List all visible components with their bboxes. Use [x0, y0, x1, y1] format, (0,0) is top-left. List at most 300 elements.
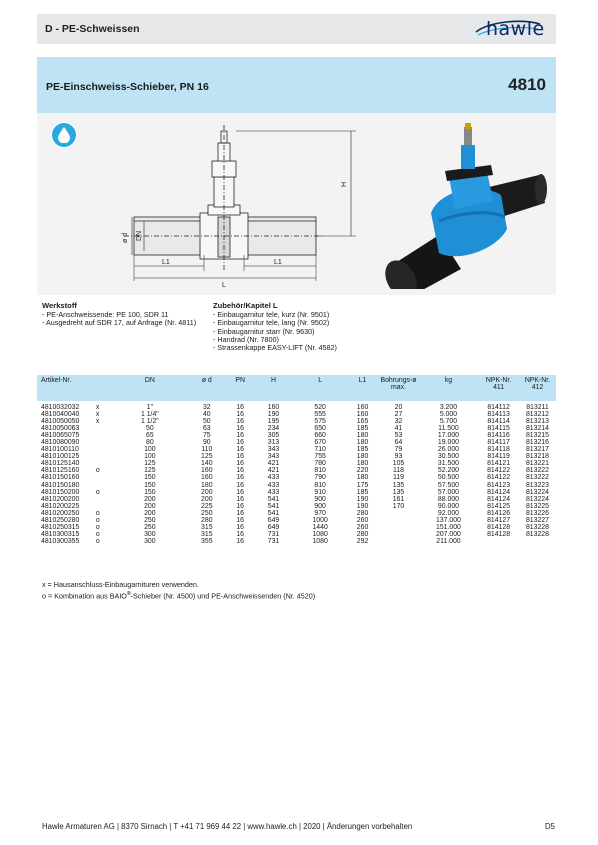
cell-l1: 180: [356, 453, 369, 461]
cell-pn: 16: [236, 495, 244, 503]
cell-h: 433: [267, 488, 280, 496]
cell-b: 135: [392, 488, 405, 496]
cell-kg: 17.000: [437, 432, 459, 440]
cell-l: 1080: [312, 530, 328, 538]
cell-b: 20: [394, 404, 403, 411]
col-header-npk412-2: 412: [531, 384, 544, 392]
cell-art: 4810150200: [41, 488, 80, 496]
cell-mark: [96, 482, 113, 489]
cell-b: 64: [394, 439, 403, 447]
cell-l: 810: [314, 481, 326, 489]
cell-d: 160: [201, 474, 213, 482]
cell-dn: 1 1/2": [140, 418, 159, 426]
water-drop-icon: [50, 121, 78, 149]
cell-l: 555: [314, 411, 326, 419]
cell-art: 4810150180: [41, 481, 80, 489]
cell-h: 433: [267, 481, 280, 489]
cell-mark: o: [95, 488, 100, 496]
cell-d: 250: [201, 509, 213, 517]
dim-label-l: L: [222, 282, 226, 289]
cell-art: 4810050063: [41, 425, 80, 433]
cell-n412: 813228: [525, 523, 549, 531]
note-x: x = Hausanschluss-Einbaugarnituren verwenden.: [42, 580, 199, 589]
cell-mark: o: [95, 516, 100, 524]
cell-n412: 813215: [525, 432, 549, 440]
table-row: [37, 496, 556, 503]
cell-h: 190: [267, 411, 280, 419]
cell-pn: 16: [236, 411, 244, 419]
cell-h: 649: [267, 516, 280, 524]
cell-n411: 814115: [487, 425, 510, 433]
cell-b: [378, 531, 418, 538]
cell-n412: 813222: [525, 467, 549, 475]
cell-n411: 814127: [487, 516, 511, 524]
cell-art: 4810200250: [41, 509, 80, 517]
cell-pn: 16: [236, 467, 244, 475]
cell-b: 105: [392, 460, 405, 468]
page-number: D5: [545, 822, 555, 831]
cell-b: 93: [394, 453, 403, 461]
cell-l1: 180: [356, 460, 369, 468]
cell-art: 4810100125: [41, 453, 80, 461]
werkstoff-section: [42, 302, 196, 328]
note-o-reg: ®: [126, 590, 131, 597]
cell-art: 4810100110: [41, 446, 79, 454]
cell-mark: [96, 439, 113, 446]
cell-d: 355: [201, 537, 213, 545]
table-row: [37, 418, 556, 425]
cell-l1: 280: [356, 530, 369, 538]
cell-n411: 814122: [487, 467, 511, 475]
cell-n411: 814122: [487, 474, 511, 482]
cell-l: 710: [314, 446, 326, 454]
cell-d: 225: [201, 502, 213, 510]
section-header-bar: [37, 14, 556, 44]
cell-l1: 190: [356, 495, 369, 503]
werkstoff-item: - PE-Anschweissende: PE 100, SDR 11: [42, 311, 196, 319]
cell-l: 790: [314, 474, 326, 482]
cell-d: 63: [202, 425, 211, 433]
cell-n411: 814124: [487, 495, 511, 503]
cell-dn: 250: [144, 516, 156, 524]
dim-label-l1-right: L1: [274, 259, 282, 266]
cell-n412: 813216: [525, 439, 549, 447]
cell-h: 541: [267, 495, 280, 503]
cell-art: 4810125160: [41, 467, 80, 475]
dim-label-l1-left: L1: [162, 259, 170, 266]
cell-pn: 16: [236, 481, 244, 489]
cell-n412: 813221: [525, 460, 549, 468]
cell-l1: 160: [356, 404, 369, 411]
cell-kg: 57.500: [437, 481, 459, 489]
cell-kg: 211.000: [436, 537, 461, 545]
cell-dn: 300: [144, 537, 156, 545]
cell-art: 4810080090: [41, 439, 80, 447]
cell-kg: 50.500: [437, 474, 459, 482]
zubehoer-heading: Zubehör/Kapitel L: [213, 301, 278, 310]
cell-n411: 814113: [487, 411, 510, 419]
cell-mark: [96, 446, 113, 453]
cell-pn: 16: [236, 404, 244, 411]
cell-l: 755: [314, 453, 326, 461]
table-row: [37, 517, 556, 524]
cell-art: 4810250280: [41, 516, 80, 524]
cell-b: 41: [394, 425, 403, 433]
note-o-post: -Schieber (Nr. 4500) und PE-Anschweissenden (Nr. 4520): [130, 591, 316, 601]
dim-label-od: ø d: [122, 232, 129, 243]
col-header-npk412-1: NPK-Nr.: [524, 377, 551, 384]
cell-d: 50: [202, 418, 211, 426]
cell-n411: 814128: [487, 523, 511, 531]
cell-mark: x: [95, 404, 100, 411]
col-header-dn: DN: [113, 375, 187, 401]
table-row: [37, 482, 556, 489]
werkstoff-heading: Werkstoff: [42, 301, 77, 310]
cell-kg: 92.000: [437, 509, 459, 517]
dim-label-dn: DN: [136, 230, 143, 241]
cell-l1: 190: [356, 502, 369, 510]
cell-d: 75: [202, 432, 211, 440]
cell-art: 4810032032: [41, 404, 80, 411]
cell-dn: 150: [144, 488, 156, 496]
cell-dn: 1": [146, 404, 153, 411]
cell-b: 118: [393, 467, 404, 475]
cell-h: 305: [267, 432, 280, 440]
cell-kg: 57.000: [437, 488, 459, 496]
col-header-mark: [96, 375, 113, 401]
cell-kg: 30.500: [437, 453, 459, 461]
cell-dn: 200: [144, 502, 156, 510]
cell-art: 4810125140: [41, 460, 80, 468]
cell-kg: 137.000: [435, 516, 461, 524]
cell-mark: [96, 432, 113, 439]
cell-n411: 814121: [487, 460, 511, 468]
product-title: PE-Einschweiss-Schieber, PN 16: [46, 81, 209, 93]
col-header-npk412: [519, 375, 556, 401]
cell-kg: 5.000: [439, 411, 458, 419]
cell-l1: 180: [356, 474, 369, 482]
cell-pn: 16: [236, 537, 244, 545]
cell-mark: o: [95, 530, 100, 538]
cell-h: 649: [267, 523, 280, 531]
cell-l1: 260: [356, 523, 369, 531]
cell-n411: 814116: [487, 432, 510, 440]
cell-b: [378, 538, 418, 545]
hawle-logo: [472, 17, 544, 41]
cell-pn: 16: [236, 523, 244, 531]
table-row: [37, 489, 556, 496]
cell-dn: 1 1/4": [140, 411, 159, 419]
cell-h: 541: [267, 509, 280, 517]
cell-mark: [96, 460, 113, 467]
col-header-bohrung: [378, 375, 418, 401]
col-header-h: H: [254, 375, 294, 401]
cell-l1: 292: [356, 537, 369, 545]
cell-l1: 185: [356, 425, 369, 433]
col-header-npk411-1: NPK-Nr.: [485, 377, 512, 384]
cell-art: 4810065075: [41, 432, 80, 440]
cell-dn: 150: [144, 481, 156, 489]
cell-d: 110: [201, 446, 213, 454]
cell-mark: x: [95, 418, 100, 426]
cell-art: 4810300355: [41, 537, 80, 545]
cell-pn: 16: [236, 488, 244, 496]
cell-kg: 151.000: [435, 523, 461, 531]
zubehoer-item: - Einbaugarnitur tele, lang (Nr. 9502): [213, 319, 337, 327]
cell-l1: 180: [356, 439, 369, 447]
cell-dn: 200: [144, 495, 156, 503]
cell-mark: [96, 474, 113, 481]
spec-table: [37, 375, 556, 545]
cell-l: 650: [314, 425, 326, 433]
cell-kg: 3.200: [439, 404, 458, 411]
zubehoer-item: - Strassenkappe EASY-LIFT (Nr. 4582): [213, 344, 337, 352]
cell-pn: 16: [236, 509, 244, 517]
cell-n412: 813226: [525, 509, 549, 517]
cell-n412: 813227: [525, 516, 549, 524]
cell-d: 125: [201, 453, 213, 461]
cell-kg: 26.000: [437, 446, 459, 454]
cell-n412: 813218: [525, 453, 549, 461]
cell-l: 810: [314, 467, 326, 475]
cell-kg: 31.500: [437, 460, 459, 468]
table-row: [37, 538, 556, 545]
product-title-band: [37, 57, 556, 113]
cell-h: 234: [267, 425, 280, 433]
cell-pn: 16: [236, 474, 244, 482]
cell-dn: 125: [144, 460, 156, 468]
cell-pn: 16: [236, 460, 244, 468]
dim-label-h: H: [341, 181, 348, 187]
cell-n412: 813224: [525, 488, 549, 496]
cell-n412: 813228: [525, 530, 549, 538]
cell-l: 910: [314, 488, 326, 496]
cell-l: 970: [314, 509, 326, 517]
cell-l: 1080: [312, 537, 328, 545]
table-row: [37, 425, 556, 432]
cell-l1: 160: [356, 411, 369, 419]
cell-l: 1440: [312, 523, 328, 531]
cell-h: 421: [267, 467, 280, 475]
cell-dn: 150: [144, 474, 156, 482]
cell-l: 780: [314, 460, 326, 468]
cell-b: 119: [393, 474, 404, 482]
cell-n412: 813214: [525, 425, 549, 433]
col-header-l: L: [294, 375, 347, 401]
cell-b: [378, 510, 418, 517]
cell-dn: 250: [144, 523, 156, 531]
cell-b: 135: [392, 481, 405, 489]
product-photo: [369, 117, 549, 289]
cell-b: 53: [394, 432, 403, 440]
product-image-area: [37, 113, 556, 295]
cell-n412: 813223: [525, 481, 549, 489]
cell-pn: 16: [236, 502, 244, 510]
cell-l: 670: [314, 439, 326, 447]
cell-d: 200: [201, 495, 213, 503]
table-header-row: [37, 375, 556, 401]
zubehoer-section: [213, 302, 337, 352]
cell-pn: 16: [236, 418, 244, 426]
cell-l1: 180: [356, 432, 369, 440]
cell-dn: 100: [144, 446, 156, 454]
table-row: [37, 467, 556, 474]
cell-n411: 814128: [487, 530, 511, 538]
zubehoer-item: - Einbaugarnitur starr (Nr. 9630): [213, 328, 337, 336]
cell-d: 90: [202, 439, 211, 447]
cell-h: 541: [267, 502, 280, 510]
cell-l: 1000: [312, 516, 328, 524]
cell-n412: 813217: [525, 446, 549, 454]
cell-b: 79: [394, 446, 403, 454]
cell-art: 4810050050: [41, 418, 80, 426]
cell-kg: 52.200: [437, 467, 459, 475]
table-row: [37, 401, 556, 411]
table-row: [37, 474, 556, 481]
cell-art: 4810150160: [41, 474, 80, 482]
cell-h: 731: [267, 537, 280, 545]
cell-d: 32: [202, 404, 211, 411]
cell-h: 343: [267, 446, 280, 454]
cell-pn: 16: [236, 530, 244, 538]
cell-l1: 175: [356, 481, 369, 489]
zubehoer-item: - Handrad (Nr. 7800): [213, 336, 337, 344]
cell-d: 280: [201, 516, 213, 524]
table-row: [37, 510, 556, 517]
cell-h: 195: [267, 418, 280, 426]
col-header-d: ø d: [187, 375, 227, 401]
cell-l1: 260: [356, 516, 369, 524]
col-header-npk411: [478, 375, 519, 401]
cell-h: 313: [267, 439, 280, 447]
cell-d: 140: [201, 460, 213, 468]
cell-mark: o: [95, 467, 100, 475]
cell-l: 900: [314, 502, 326, 510]
cell-n411: 814114: [487, 418, 510, 426]
table-row: [37, 503, 556, 510]
cell-l: 575: [314, 418, 326, 426]
col-header-pn: PN: [227, 375, 254, 401]
table-row: [37, 524, 556, 531]
cell-l1: 280: [356, 509, 369, 517]
footnotes: [42, 580, 315, 601]
cell-kg: 90.000: [437, 502, 459, 510]
col-header-art: Artikel-Nr.: [37, 375, 96, 401]
cell-n412: 813225: [525, 502, 549, 510]
cell-b: 170: [392, 502, 405, 510]
cell-b: [378, 524, 418, 531]
cell-pn: 16: [236, 425, 244, 433]
product-number: 4810: [508, 75, 546, 94]
cell-n412: 813212: [525, 411, 549, 419]
cell-art: 4810200200: [41, 495, 80, 503]
cell-l1: 185: [356, 446, 369, 454]
cell-n411: 814126: [487, 509, 511, 517]
cell-d: 40: [202, 411, 211, 419]
cell-mark: [96, 425, 113, 432]
cell-b: 32: [394, 418, 403, 426]
cell-pn: 16: [236, 432, 244, 440]
cell-mark: o: [95, 509, 100, 517]
cell-b: 27: [394, 411, 403, 419]
cell-dn: 125: [144, 467, 156, 475]
cell-n412: 813222: [525, 474, 549, 482]
footer-text: Hawle Armaturen AG | 8370 Sirnach | T +41 71 969 44 22 | www.hawle.ch | 2020 | Änderungen vorbehalten: [42, 822, 413, 831]
table-row: [37, 439, 556, 446]
cell-d: 160: [201, 467, 213, 475]
cell-n411: 814123: [487, 481, 511, 489]
cell-l1: 185: [356, 488, 369, 496]
col-header-l1: L1: [347, 375, 379, 401]
cell-l1: 220: [356, 467, 369, 475]
cell-l: 900: [314, 495, 326, 503]
cell-kg: 5.700: [439, 418, 458, 426]
cell-h: 731: [267, 530, 280, 538]
cell-d: 180: [201, 481, 213, 489]
cell-mark: o: [95, 523, 100, 531]
cell-n411: 814118: [487, 446, 510, 454]
col-header-kg: kg: [419, 375, 479, 401]
cell-n412: [519, 538, 556, 545]
cell-n412: 813213: [525, 418, 549, 426]
table-row: [37, 432, 556, 439]
table-row: [37, 531, 556, 538]
cell-l: 520: [314, 404, 326, 411]
cell-n412: 813224: [525, 495, 549, 503]
table-row: [37, 453, 556, 460]
cell-l1: 165: [356, 418, 369, 426]
cell-n411: 814125: [487, 502, 511, 510]
cell-art: 4810040040: [41, 411, 80, 419]
cell-b: [378, 517, 418, 524]
cell-h: 421: [267, 460, 280, 468]
cell-h: 433: [267, 474, 280, 482]
cell-kg: 11.500: [438, 425, 459, 433]
logo-text: hawle: [486, 18, 545, 40]
cell-b: 161: [392, 495, 405, 503]
col-header-npk411-2: 411: [493, 384, 505, 392]
cell-mark: [96, 503, 113, 510]
table-row: [37, 460, 556, 467]
table-row: [37, 411, 556, 418]
technical-drawing: [94, 121, 364, 293]
cell-dn: 100: [144, 453, 156, 461]
cell-kg: 19.000: [437, 439, 459, 447]
cell-pn: 16: [236, 453, 244, 461]
cell-kg: 88.000: [437, 495, 459, 503]
cell-n411: 814112: [487, 404, 510, 411]
cell-h: 160: [267, 404, 280, 411]
cell-art: 4810200225: [41, 502, 80, 510]
cell-n411: 814124: [487, 488, 511, 496]
cell-dn: 65: [146, 432, 154, 440]
cell-n411: [478, 538, 519, 545]
cell-n411: 814119: [487, 453, 510, 461]
cell-mark: x: [95, 411, 100, 419]
col-header-bohrung-2: max.: [391, 384, 406, 392]
cell-mark: [96, 453, 113, 460]
werkstoff-item: - Ausgedreht auf SDR 17, auf Anfrage (Nr. 4811): [42, 319, 196, 327]
cell-pn: 16: [236, 446, 244, 454]
cell-mark: [96, 496, 113, 503]
cell-mark: o: [95, 537, 100, 545]
cell-n412: 813211: [526, 404, 549, 411]
section-title: D - PE-Schweissen: [45, 23, 140, 35]
note-o-pre: o = Kombination aus BAIO: [42, 591, 127, 601]
table-row: [37, 446, 556, 453]
cell-d: 315: [201, 523, 213, 531]
cell-pn: 16: [236, 439, 244, 447]
